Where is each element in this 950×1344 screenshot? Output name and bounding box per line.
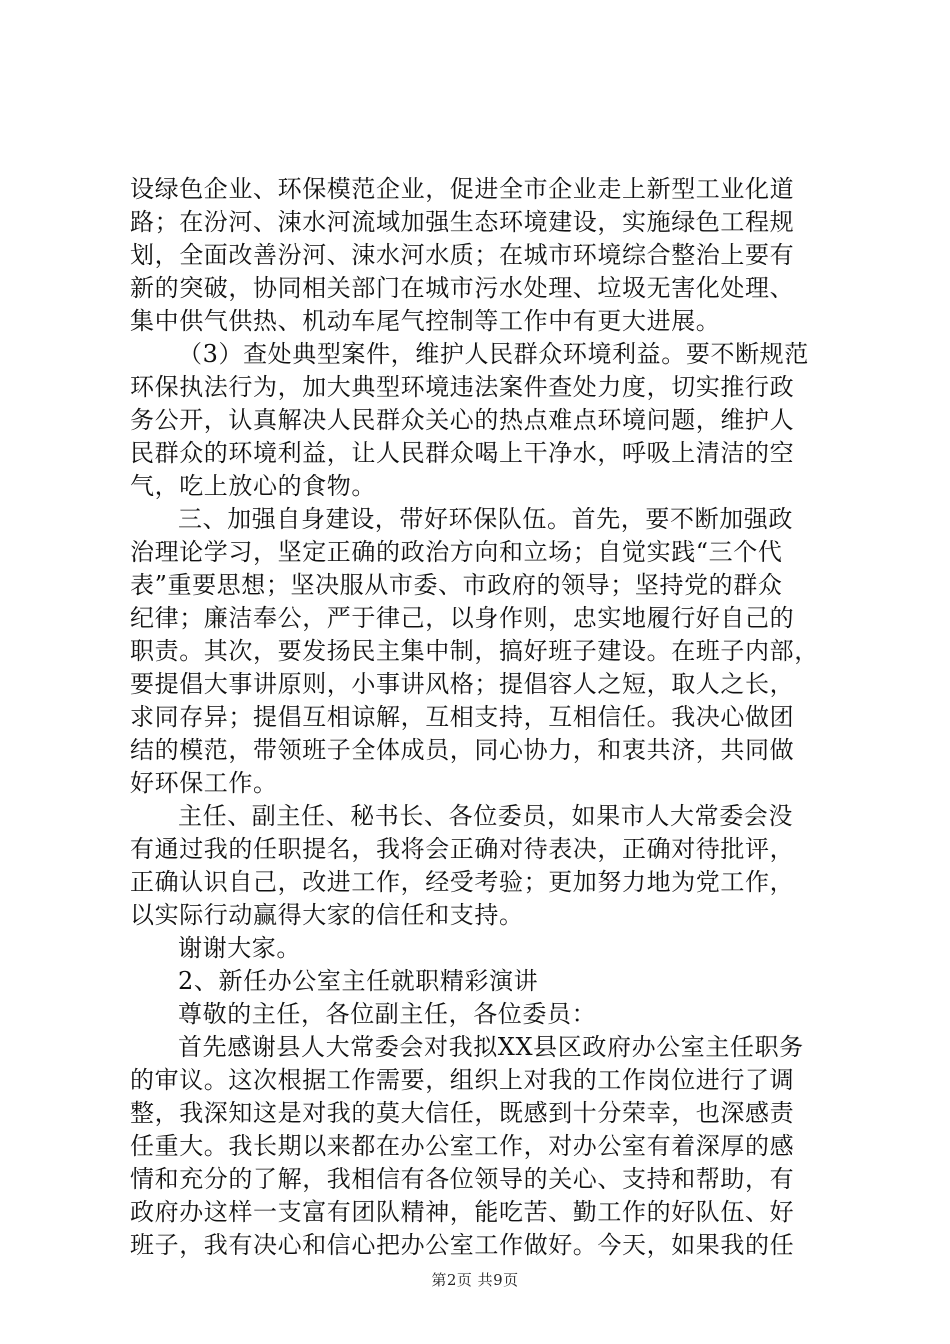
- text-line: 新的突破，协同相关部门在城市污水处理、垃圾无害化处理、: [130, 274, 795, 302]
- text-line: 表”重要思想；坚决服从市委、市政府的领导；坚持党的群众: [130, 571, 783, 599]
- page-footer: 第2页 共9页: [431, 1271, 519, 1289]
- text-line: 气，吃上放心的食物。: [130, 472, 376, 500]
- text-line: 集中供气供热、机动车尾气控制等工作中有更大进展。: [130, 307, 721, 335]
- text-line: 要提倡大事讲原则，小事讲风格；提倡容人之短，取人之长，: [130, 670, 795, 698]
- paragraph-start-line: （3）查处典型案件，维护人民群众环境利益。要不断规范: [178, 340, 809, 368]
- text-line: 以实际行动赢得大家的信任和支持。: [130, 901, 524, 929]
- text-line: 务公开，认真解决人民群众关心的热点难点环境问题，维护人: [130, 406, 795, 434]
- text-line: 整，我深知这是对我的莫大信任，既感到十分荣幸，也深感责: [130, 1099, 795, 1127]
- text-line: 任重大。我长期以来都在办公室工作，对办公室有着深厚的感: [130, 1132, 795, 1160]
- paragraph-start-line: 谢谢大家。: [178, 934, 301, 962]
- paragraph-start-line: 三、加强自身建设，带好环保队伍。首先，要不断加强政: [178, 505, 793, 533]
- text-line: 路；在汾河、涑水河流域加强生态环境建设，实施绿色工程规: [130, 208, 795, 236]
- text-line: 有通过我的任职提名，我将会正确对待表决，正确对待批评，: [130, 835, 795, 863]
- text-line: 划，全面改善汾河、涑水河水质；在城市环境综合整治上要有: [130, 241, 795, 269]
- paragraph-start-line: 首先感谢县人大常委会对我拟XX县区政府办公室主任职务: [178, 1033, 804, 1061]
- text-line: 班子，我有决心和信心把办公室工作做好。今天，如果我的任: [130, 1231, 795, 1259]
- text-line: 的审议。这次根据工作需要，组织上对我的工作岗位进行了调: [130, 1066, 795, 1094]
- text-line: 政府办这样一支富有团队精神，能吃苦、勤工作的好队伍、好: [130, 1198, 795, 1226]
- text-line: 治理论学习，坚定正确的政治方向和立场；自觉实践“三个代: [130, 538, 783, 566]
- text-line: 情和充分的了解，我相信有各位领导的关心、支持和帮助，有: [130, 1165, 795, 1193]
- text-line: 求同存异；提倡互相谅解，互相支持，互相信任。我决心做团: [130, 703, 795, 731]
- document-body: [130, 173, 830, 1262]
- salutation-line: 尊敬的主任，各位副主任，各位委员：: [178, 1000, 597, 1028]
- text-line: 环保执法行为，加大典型环境违法案件查处力度，切实推行政: [130, 373, 795, 401]
- text-line: 纪律；廉洁奉公，严于律己，以身作则，忠实地履行好自己的: [130, 604, 795, 632]
- text-line: 职责。其次，要发扬民主集中制，搞好班子建设。在班子内部，: [130, 637, 819, 665]
- text-line: 设绿色企业、环保模范企业，促进全市企业走上新型工业化道: [130, 175, 795, 203]
- text-line: 结的模范，带领班子全体成员，同心协力，和衷共济，共同做: [130, 736, 795, 764]
- section-heading: 2、新任办公室主任就职精彩演讲: [178, 967, 539, 995]
- text-line: 好环保工作。: [130, 769, 278, 797]
- text-line: 民群众的环境利益，让人民群众喝上干净水，呼吸上清洁的空: [130, 439, 795, 467]
- text-line: 正确认识自己，改进工作，经受考验；更加努力地为党工作，: [130, 868, 795, 896]
- paragraph-start-line: 主任、副主任、秘书长、各位委员，如果市人大常委会没: [178, 802, 793, 830]
